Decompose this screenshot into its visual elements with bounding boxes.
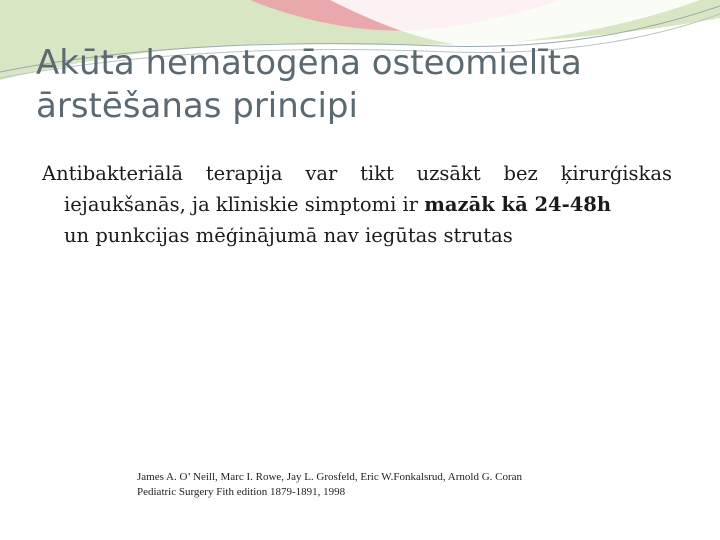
body-line-1: Antibakteriālā terapija var tikt uzsākt bez ķirurģiskas: [42, 162, 672, 185]
body-line-3: un punkcijas mēģinājumā nav iegūtas strutas: [64, 224, 513, 247]
body-paragraph: [42, 158, 672, 251]
citation-source: Pediatric Surgery Fith edition 1879-1891, 1998: [137, 486, 346, 498]
citation: [137, 470, 637, 500]
title-line-2: ārstēšanas principi: [36, 86, 358, 126]
slide-title: [36, 42, 676, 128]
citation-authors: James A. O’ Neill, Marc I. Rowe, Jay L. Grosfeld, Eric W.Fonkalsrud, Arnold G. Coran: [137, 471, 523, 483]
body-line-2: [42, 189, 672, 220]
body-emphasis: mazāk kā 24-48h: [424, 193, 612, 216]
body-line-2-text: iejaukšanās, ja klīniskie simptomi ir: [64, 193, 425, 216]
title-line-1: Akūta hematogēna osteomielīta: [36, 43, 582, 83]
